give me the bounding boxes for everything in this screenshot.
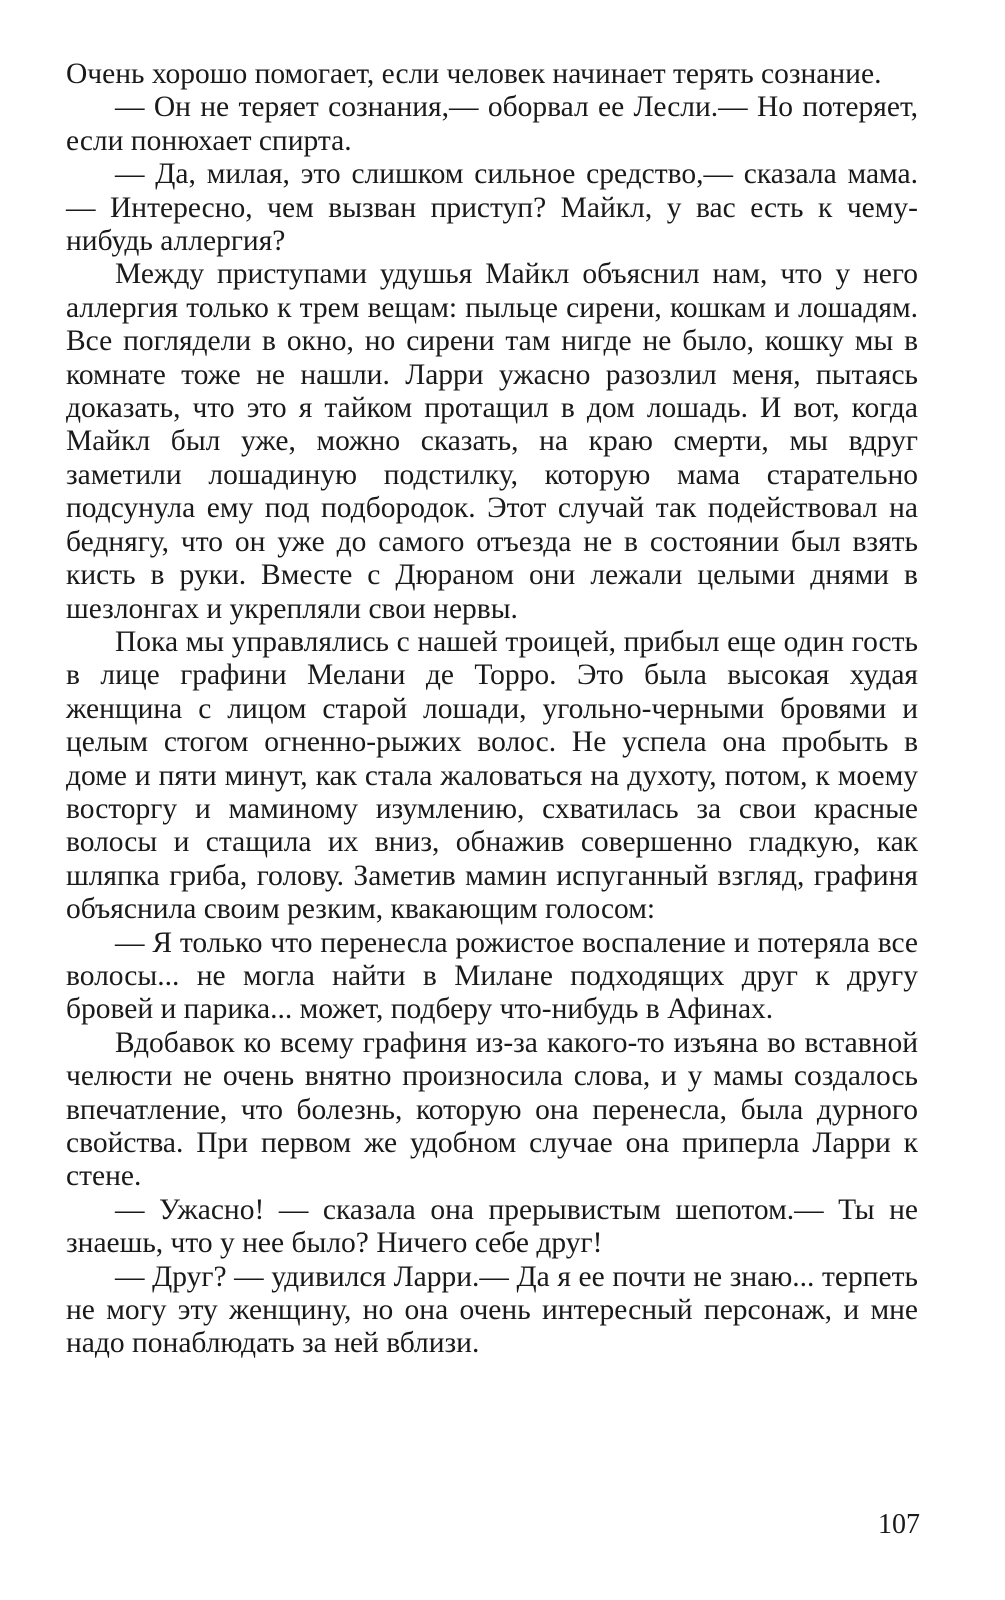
paragraph: — Я только что перенесла рожистое воспаление и потеряла все волосы... не могла найти в Милане подходящих друг к другу бровей и парика... может, подберу что-нибудь в Афинах. bbox=[66, 926, 918, 1026]
paragraph: Вдобавок ко всему графиня из-за какого-то изъяна во вставной челюсти не очень внятно произносила слова, и у мамы создалось впечатление, что болезнь, которую она перенесла, была дурного свойства. При первом же удобном случае она приперла Ларри к стене. bbox=[66, 1026, 918, 1193]
paragraph: — Да, милая, это слишком сильное средство,— сказала мама.— Интересно, чем вызван приступ? Майкл, у вас есть к чему-нибудь аллергия? bbox=[66, 158, 918, 258]
paragraph: — Он не теряет сознания,— оборвал ее Лесли.— Но потеряет, если понюхает спирта. bbox=[66, 91, 918, 157]
paragraph: Пока мы управлялись с нашей троицей, прибыл еще один гость в лице графини Мелани де Торро. Это была высокая худая женщина с лицом старой лошади, угольно-черными бровями и целым стогом огненно-рыжих волос. Не успела она пробыть в доме и пяти минут, как стала жаловаться на духоту, потом, к моему восторгу и маминому изумлению, схватилась за свои красные волосы и стащила их вниз, обнажив совершенно гладкую, как шляпка гриба, голову. Заметив мамин испуганный взгляд, графиня объяснила своим резким, квакающим голосом: bbox=[66, 625, 918, 926]
book-page-text bbox=[66, 58, 918, 1361]
paragraph: Очень хорошо помогает, если человек начинает терять сознание. bbox=[66, 58, 882, 90]
page-number: 107 bbox=[878, 1509, 920, 1540]
paragraph: Между приступами удушья Майкл объяснил нам, что у него аллергия только к трем вещам: пыльце сирени, кошкам и лошадям. Все поглядели в окно, но сирени там нигде не было, кошку мы в комнате тоже не нашли. Ларри ужасно разозлил меня, пытаясь доказать, что это я тайком протащил в дом лошадь. И вот, когда Майкл был уже, можно сказать, на краю смерти, мы вдруг заметили лошадиную подстилку, которую мама старательно подсунула ему под подбородок. Этот случай так подействовал на беднягу, что он уже до самого отъезда не в состоянии был взять кисть в руки. Вместе с Дюраном они лежали целыми днями в шезлонгах и укрепляли свои нервы. bbox=[66, 258, 918, 625]
paragraph: — Ужасно! — сказала она прерывистым шепотом.— Ты не знаешь, что у нее было? Ничего себе друг! bbox=[66, 1193, 918, 1260]
paragraph: — Друг? — удивился Ларри.— Да я ее почти не знаю... терпеть не могу эту женщину, но она очень интересный персонаж, и мне надо понаблюдать за ней вблизи. bbox=[66, 1260, 918, 1360]
